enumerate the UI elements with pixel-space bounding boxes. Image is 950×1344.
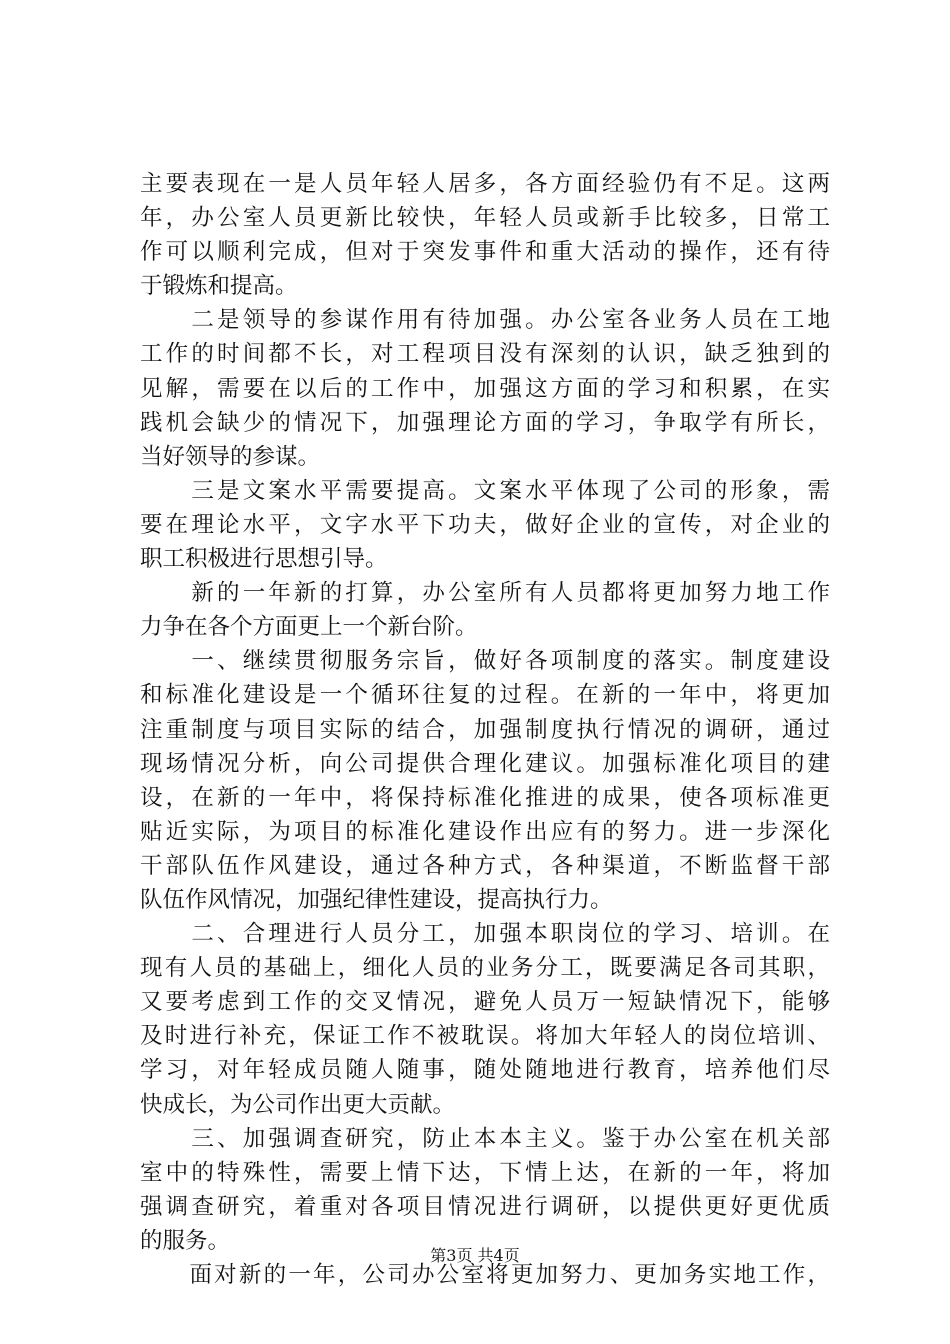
- text-line: 和标准化建设是一个循环往复的过程。在新的一年中，将更加: [140, 682, 830, 709]
- text-line: 作可以顺利完成，但对于突发事件和重大活动的操作，还有待: [140, 239, 830, 266]
- text-line: 强调查研究，着重对各项目情况进行调研，以提供更好更优质: [140, 1193, 830, 1220]
- page-footer: 第3页 共4页: [430, 1246, 520, 1265]
- text-line: 要在理论水平，文字水平下功夫，做好企业的宣传，对企业的: [140, 511, 830, 538]
- text-line: 贴近实际，为项目的标准化建设作出应有的努力。进一步深化: [140, 818, 830, 845]
- text-line: 三、加强调查研究，防止本本主义。鉴于办公室在机关部: [140, 1125, 830, 1152]
- text-line: 于锻炼和提高。: [140, 273, 298, 300]
- text-line: 力争在各个方面更上一个新台阶。: [140, 614, 478, 641]
- text-line: 二、合理进行人员分工，加强本职岗位的学习、培训。在: [140, 921, 830, 948]
- text-line: 室中的特殊性，需要上情下达，下情上达，在新的一年，将加: [140, 1159, 830, 1186]
- text-line: 及时进行补充，保证工作不被耽误。将加大年轻人的岗位培训、: [140, 1023, 830, 1050]
- text-line: 现场情况分析，向公司提供合理化建议。加强标准化项目的建: [140, 750, 830, 777]
- text-line: 注重制度与项目实际的结合，加强制度执行情况的调研，通过: [140, 716, 830, 743]
- text-line: 现有人员的基础上，细化人员的业务分工，既要满足各司其职，: [140, 955, 830, 982]
- text-line: 当好领导的参谋。: [140, 443, 321, 470]
- text-line: 又要考虑到工作的交叉情况，避免人员万一短缺情况下，能够: [140, 989, 830, 1016]
- text-line: 二是领导的参谋作用有待加强。办公室各业务人员在工地: [140, 307, 830, 334]
- text-line: 的服务。: [140, 1227, 231, 1254]
- text-line: 面对新的一年，公司办公室将更加努力、更加务实地工作，: [140, 1262, 830, 1288]
- text-line: 践机会缺少的情况下，加强理论方面的学习，争取学有所长，: [140, 409, 830, 436]
- text-line: 一、继续贯彻服务宗旨，做好各项制度的落实。制度建设: [140, 648, 830, 675]
- text-line: 三是文案水平需要提高。文案水平体现了公司的形象，需: [140, 477, 830, 504]
- text-line: 年，办公室人员更新比较快，年轻人员或新手比较多，日常工: [140, 205, 830, 232]
- text-line: 快成长，为公司作出更大贡献。: [140, 1091, 456, 1118]
- text-line: 职工积极进行思想引导。: [140, 546, 388, 573]
- document-body: [140, 167, 830, 1292]
- text-line: 新的一年新的打算，办公室所有人员都将更加努力地工作: [140, 580, 830, 607]
- text-line: 队伍作风情况，加强纪律性建设，提高执行力。: [140, 886, 613, 913]
- text-line: 干部队伍作风建设，通过各种方式，各种渠道，不断监督干部: [140, 852, 830, 879]
- text-line: 学习，对年轻成员随人随事，随处随地进行教育，培养他们尽: [140, 1057, 830, 1084]
- text-line: 主要表现在一是人员年轻人居多，各方面经验仍有不足。这两: [140, 171, 830, 197]
- text-line: 见解，需要在以后的工作中，加强这方面的学习和积累，在实: [140, 375, 830, 402]
- text-line: 工作的时间都不长，对工程项目没有深刻的认识，缺乏独到的: [140, 341, 830, 368]
- text-line: 设，在新的一年中，将保持标准化推进的成果，使各项标准更: [140, 784, 830, 811]
